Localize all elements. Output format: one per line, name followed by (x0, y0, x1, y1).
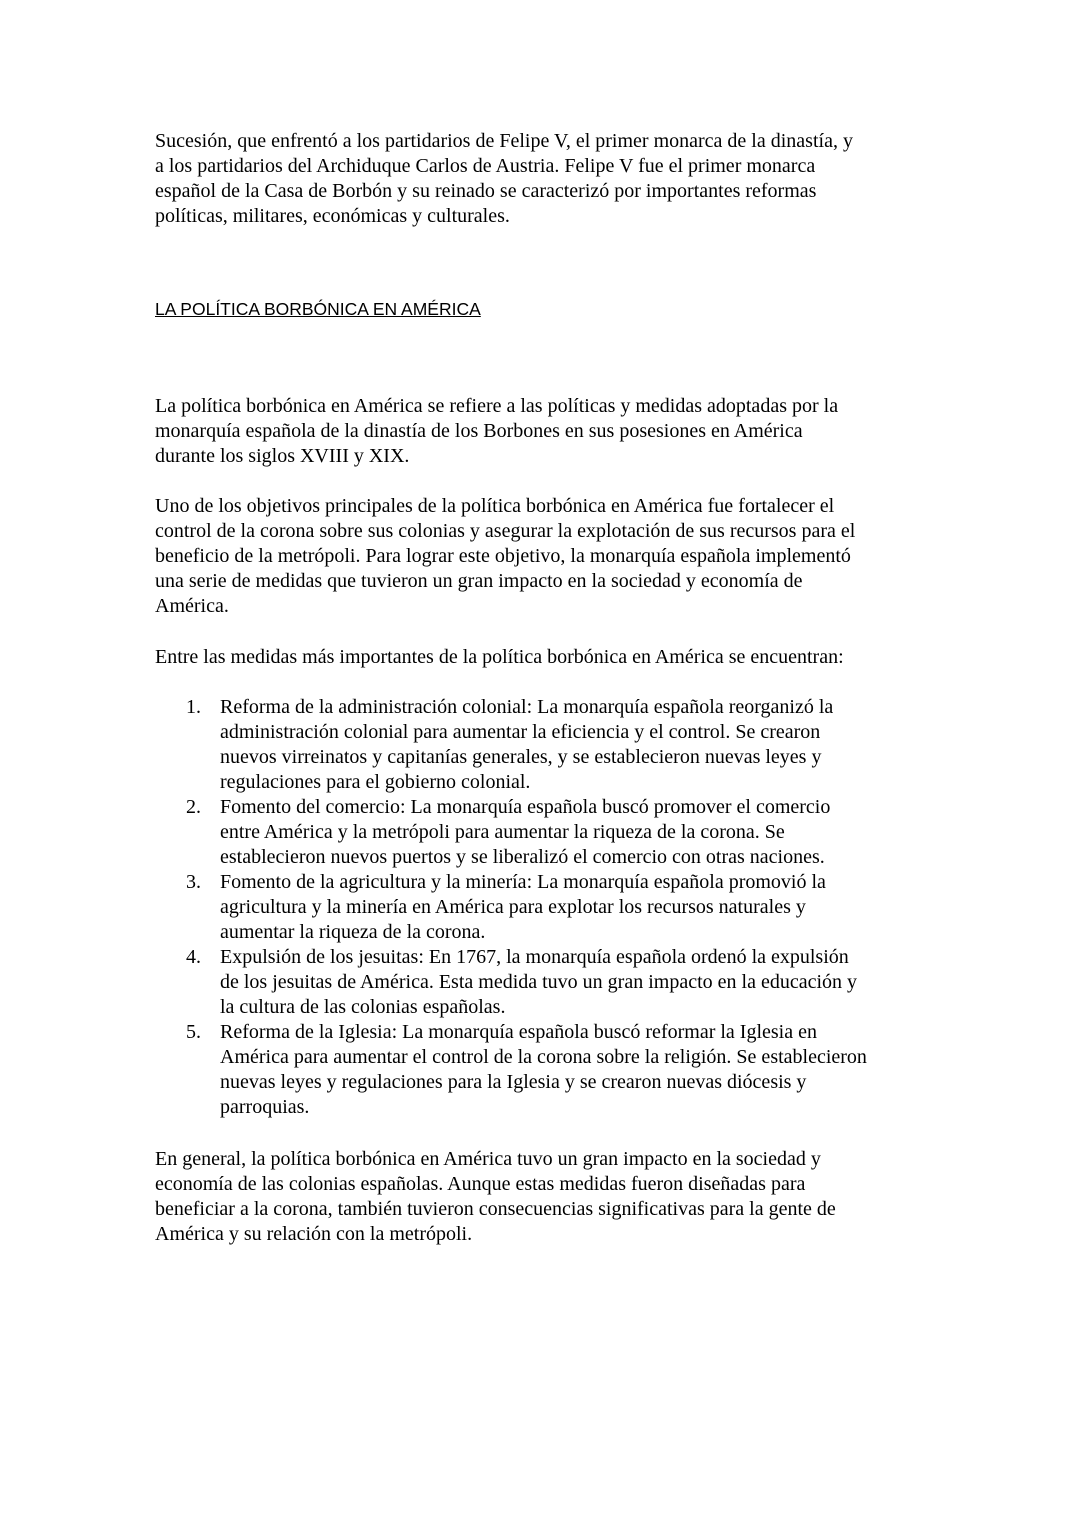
text-line: agricultura y la minería en América para explotar los recursos naturales y (220, 896, 806, 918)
text-line: regulaciones para el gobierno colonial. (220, 771, 531, 793)
text-line: español de la Casa de Borbón y su reinado se caracterizó por importantes reformas (155, 180, 817, 202)
text-line: América y su relación con la metrópoli. (155, 1223, 473, 1245)
text-line: Uno de los objetivos principales de la política borbónica en América fue fortalecer el (155, 495, 835, 517)
text-line: establecieron nuevos puertos y se liberalizó el comercio con otras naciones. (220, 846, 825, 868)
text-line: Sucesión, que enfrentó a los partidarios de Felipe V, el primer monarca de la dinastía, y (155, 130, 853, 152)
text-line: Expulsión de los jesuitas: En 1767, la monarquía española ordenó la expulsión (220, 946, 849, 968)
text-line: la cultura de las colonias españolas. (220, 996, 506, 1018)
list-item (186, 870, 867, 945)
text-line: a los partidarios del Archiduque Carlos de Austria. Felipe V fue el primer monarca (155, 155, 816, 177)
text-line: La política borbónica en América se refiere a las políticas y medidas adoptadas por la (155, 395, 839, 417)
list-item (186, 695, 867, 795)
text-line: parroquias. (220, 1096, 310, 1118)
list-number: 5. (186, 1021, 201, 1043)
text-line: En general, la política borbónica en América tuvo un gran impacto en la sociedad y (155, 1148, 821, 1170)
text-line: beneficiar a la corona, también tuvieron consecuencias significativas para la gente de (155, 1198, 836, 1220)
text-line: América para aumentar el control de la corona sobre la religión. Se establecieron (220, 1046, 867, 1068)
text-line: Reforma de la Iglesia: La monarquía española buscó reformar la Iglesia en (220, 1021, 817, 1043)
text-line: beneficio de la metrópoli. Para lograr este objetivo, la monarquía española implementó (155, 545, 851, 567)
text-line: control de la corona sobre sus colonias y asegurar la explotación de sus recursos para el (155, 520, 856, 542)
text-line: Fomento del comercio: La monarquía española buscó promover el comercio (220, 796, 831, 818)
list-number: 4. (186, 946, 201, 968)
paragraph-measures-intro (155, 645, 844, 670)
paragraph-objectives (155, 494, 855, 619)
list-item (186, 795, 867, 870)
text-line: economía de las colonias españolas. Aunque estas medidas fueron diseñadas para (155, 1173, 806, 1195)
text-line: durante los siglos XVIII y XIX. (155, 445, 410, 467)
text-line: de los jesuitas de América. Esta medida tuvo un gran impacto en la educación y (220, 971, 858, 993)
intro-paragraph (155, 129, 853, 229)
section-heading: LA POLÍTICA BORBÓNICA EN AMÉRICA (155, 299, 481, 319)
paragraph-definition (155, 394, 838, 469)
text-line: Entre las medidas más importantes de la política borbónica en América se encuentran: (155, 646, 844, 668)
list-number: 1. (186, 696, 201, 718)
list-number: 2. (186, 796, 201, 818)
paragraph-conclusion (155, 1147, 836, 1247)
text-line: administración colonial para aumentar la eficiencia y el control. Se crearon (220, 721, 821, 743)
text-line: monarquía española de la dinastía de los Borbones en sus posesiones en América (155, 420, 803, 442)
text-line: nuevos virreinatos y capitanías generales, y se establecieron nuevas leyes y (220, 746, 822, 768)
measures-list (186, 695, 867, 1120)
text-line: entre América y la metrópoli para aumentar la riqueza de la corona. Se (220, 821, 785, 843)
text-line: políticas, militares, económicas y culturales. (155, 205, 510, 227)
text-line: nuevas leyes y regulaciones para la Iglesia y se crearon nuevas diócesis y (220, 1071, 807, 1093)
text-line: Fomento de la agricultura y la minería: La monarquía española promovió la (220, 871, 826, 893)
text-line: aumentar la riqueza de la corona. (220, 921, 486, 943)
list-item (186, 1020, 867, 1120)
text-line: una serie de medidas que tuvieron un gran impacto en la sociedad y economía de (155, 570, 803, 592)
text-line: América. (155, 595, 229, 617)
text-line: Reforma de la administración colonial: La monarquía española reorganizó la (220, 696, 834, 718)
list-item (186, 945, 867, 1020)
list-number: 3. (186, 871, 201, 893)
